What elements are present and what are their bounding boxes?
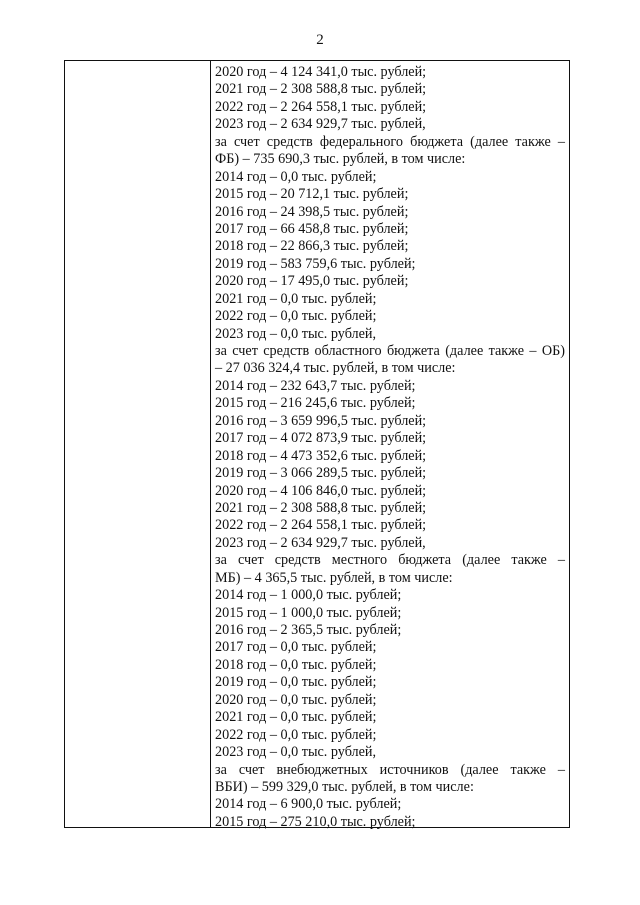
table-line: 2014 год – 6 900,0 тыс. рублей; [215, 796, 402, 813]
table-line: 2014 год – 0,0 тыс. рублей; [215, 168, 377, 185]
table-line: 2022 год – 0,0 тыс. рублей; [215, 726, 377, 743]
table-line: 2015 год – 275 210,0 тыс. рублей; [215, 813, 416, 830]
table-line: МБ) – 4 365,5 тыс. рублей, в том числе: [215, 569, 453, 586]
table-line: 2017 год – 66 458,8 тыс. рублей; [215, 220, 409, 237]
table-line: 2022 год – 2 264 558,1 тыс. рублей; [215, 98, 427, 115]
table-line: 2020 год – 4 124 341,0 тыс. рублей; [215, 64, 427, 80]
table-line: 2015 год – 1 000,0 тыс. рублей; [215, 604, 402, 621]
table-line: 2018 год – 22 866,3 тыс. рублей; [215, 238, 409, 255]
table-left-cell [65, 61, 211, 827]
table-line: 2014 год – 1 000,0 тыс. рублей; [215, 587, 402, 604]
funding-table [64, 60, 570, 828]
table-line: за счет средств областного бюджета (далее также – ОБ) [215, 343, 565, 359]
table-line: за счет средств федерального бюджета (далее также – [215, 133, 565, 150]
table-line: 2016 год – 2 365,5 тыс. рублей; [215, 622, 402, 638]
table-line: 2020 год – 4 106 846,0 тыс. рублей; [215, 482, 427, 499]
table-line: за счет внебюджетных источников (далее также – [215, 761, 565, 778]
table-line: 2021 год – 2 308 588,8 тыс. рублей; [215, 499, 427, 516]
table-line: 2023 год – 0,0 тыс. рублей, [215, 744, 377, 761]
table-line: за счет средств местного бюджета (далее также – [215, 552, 565, 569]
table-line: 2022 год – 0,0 тыс. рублей; [215, 308, 377, 325]
table-line: ВБИ) – 599 329,0 тыс. рублей, в том числе: [215, 778, 474, 795]
table-line: 2015 год – 216 245,6 тыс. рублей; [215, 395, 416, 412]
table-line: 2020 год – 17 495,0 тыс. рублей; [215, 273, 409, 290]
table-line: 2019 год – 3 066 289,5 тыс. рублей; [215, 465, 427, 482]
table-line: – 27 036 324,4 тыс. рублей, в том числе: [215, 360, 456, 377]
table-line: 2022 год – 2 264 558,1 тыс. рублей; [215, 517, 427, 534]
table-line: 2023 год – 0,0 тыс. рублей, [215, 325, 377, 342]
table-line: 2014 год – 232 643,7 тыс. рублей; [215, 377, 416, 394]
table-right-cell [212, 61, 569, 830]
table-line: 2017 год – 4 072 873,9 тыс. рублей; [215, 430, 427, 447]
table-line: 2018 год – 4 473 352,6 тыс. рублей; [215, 447, 427, 464]
table-line: 2021 год – 2 308 588,8 тыс. рублей; [215, 81, 427, 98]
table-line: 2015 год – 20 712,1 тыс. рублей; [215, 186, 409, 203]
table-line: 2021 год – 0,0 тыс. рублей; [215, 709, 377, 726]
table-line: 2016 год – 24 398,5 тыс. рублей; [215, 203, 409, 220]
table-line: 2018 год – 0,0 тыс. рублей; [215, 656, 377, 673]
table-line: 2021 год – 0,0 тыс. рублей; [215, 290, 377, 307]
table-line: 2023 год – 2 634 929,7 тыс. рублей, [215, 116, 426, 133]
table-line: ФБ) – 735 690,3 тыс. рублей, в том числе: [215, 151, 466, 168]
table-line: 2019 год – 583 759,6 тыс. рублей; [215, 255, 416, 272]
table-line: 2017 год – 0,0 тыс. рублей; [215, 639, 377, 656]
table-line: 2023 год – 2 634 929,7 тыс. рублей, [215, 534, 426, 551]
table-line: 2020 год – 0,0 тыс. рублей; [215, 691, 377, 708]
table-line: 2016 год – 3 659 996,5 тыс. рублей; [215, 412, 427, 429]
table-line: 2019 год – 0,0 тыс. рублей; [215, 674, 377, 691]
page-number: 2 [316, 32, 324, 48]
